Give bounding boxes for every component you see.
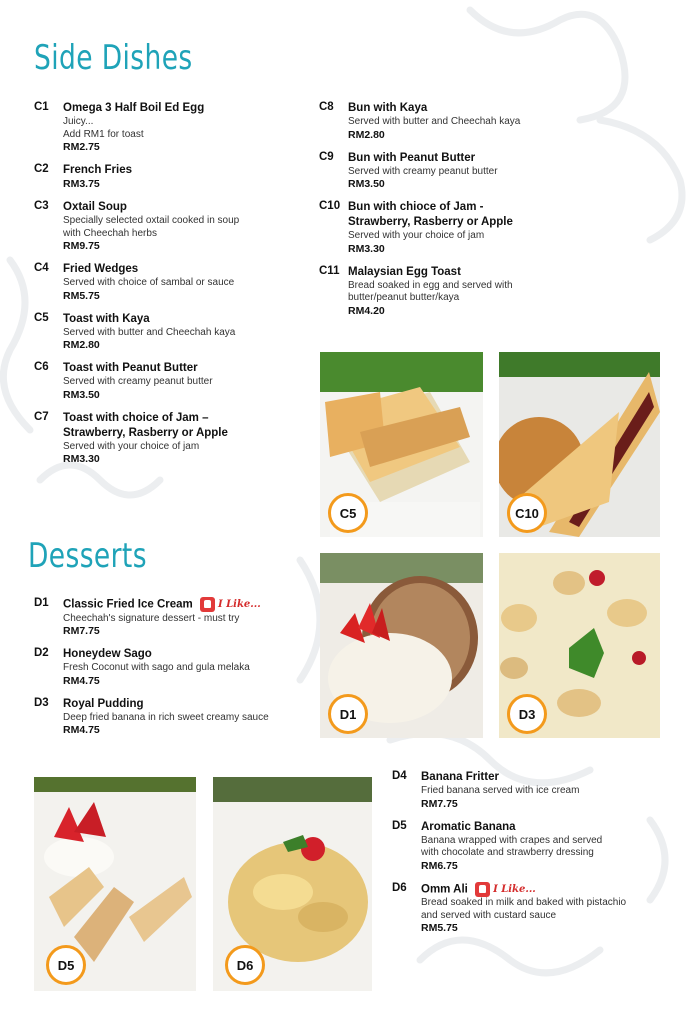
item-desc: and served with custard sauce [421, 909, 557, 921]
i-like-text: I Like... [217, 599, 261, 610]
photo-d1-fried-ice-cream [320, 553, 483, 738]
item-name: Royal Pudding [63, 697, 144, 710]
desserts-heading: Desserts [28, 536, 147, 576]
i-like-badge [475, 882, 536, 897]
item-price: RM3.50 [348, 178, 385, 190]
item-desc: Add RM1 for toast [63, 128, 144, 140]
item-price: RM3.50 [63, 388, 100, 401]
item-code: D2 [34, 647, 49, 660]
item-desc: with Cheechah herbs [63, 227, 157, 239]
item-code: C11 [319, 264, 340, 277]
menu-item-c4 [34, 262, 304, 303]
item-code: D5 [392, 819, 407, 832]
menu-item-c6 [34, 361, 304, 402]
item-price: RM7.75 [63, 625, 100, 638]
item-desc: Served with butter and Cheechah kaya [63, 326, 236, 338]
item-name: Oxtail Soup [63, 201, 127, 213]
item-code: C1 [34, 101, 49, 113]
photo-code-badge: D1 [328, 694, 368, 734]
item-name: Toast with choice of Jam – [63, 411, 209, 424]
item-price: RM4.75 [63, 724, 100, 737]
desserts-right-list [392, 770, 692, 944]
item-name: Toast with Peanut Butter [63, 362, 198, 374]
item-code: D1 [34, 597, 49, 609]
menu-item-c11 [319, 265, 609, 318]
menu-item-d1 [34, 597, 324, 638]
item-desc: Fresh Coconut with sago and gula melaka [63, 662, 250, 674]
side-dishes-right-list [319, 101, 609, 327]
item-name: Banana Fritter [421, 771, 499, 783]
menu-item-d3 [34, 697, 324, 738]
menu-item-d4 [392, 770, 692, 811]
i-like-text: I Like... [493, 883, 536, 895]
side-dishes-heading: Side Dishes [34, 38, 193, 78]
item-name: French Fries [63, 164, 133, 176]
photo-c5-toast-kaya [320, 352, 483, 537]
item-name: Malaysian Egg Toast [348, 265, 461, 278]
item-price: RM2.80 [348, 128, 385, 141]
photo-c10-bun-jam [499, 352, 660, 537]
item-name: Strawberry, Rasberry or Apple [348, 216, 513, 228]
item-price: RM3.75 [63, 178, 100, 190]
menu-item-d2 [34, 647, 324, 688]
item-name: Strawberry, Rasberry or Apple [63, 426, 228, 439]
item-name: Honeydew Sago [63, 648, 152, 661]
item-desc: Deep fried banana in rich sweet creamy sauce [63, 711, 269, 723]
photo-code-badge: C5 [328, 493, 368, 533]
photo-code-badge: D5 [46, 945, 86, 985]
item-name: Aromatic Banana [421, 820, 516, 833]
item-name: Bun with chioce of Jam - [348, 201, 484, 213]
item-price: RM6.75 [421, 859, 458, 872]
item-name: Toast with Kaya [63, 312, 150, 325]
item-price: RM7.75 [421, 797, 458, 810]
item-code: C2 [34, 163, 49, 175]
item-price: RM5.75 [421, 922, 458, 935]
item-code: C5 [34, 311, 49, 324]
item-desc: Served with choice of sambal or sauce [63, 277, 235, 288]
item-price: RM5.75 [63, 289, 100, 302]
item-code: D6 [392, 881, 407, 894]
item-name: Omega 3 Half Boil Ed Egg [63, 102, 205, 114]
item-name-row [63, 597, 324, 613]
item-name: Bun with Kaya [348, 102, 428, 114]
item-desc: with chocolate and strawberry dressing [421, 847, 594, 858]
item-price: RM2.80 [63, 339, 100, 351]
menu-item-c1 [34, 101, 304, 154]
item-desc: Fried banana served with ice cream [421, 785, 580, 796]
photo-code-badge: D6 [225, 945, 265, 985]
item-desc: Juicy... [63, 116, 94, 127]
item-desc: Bread soaked in egg and served with [348, 279, 513, 291]
item-name-row [421, 882, 692, 898]
item-price: RM3.30 [348, 242, 385, 255]
item-desc: Bread soaked in milk and baked with pistachio [421, 897, 627, 909]
item-desc: Served with your choice of jam [63, 440, 200, 452]
item-code: D4 [392, 770, 407, 782]
item-code: C10 [319, 200, 341, 212]
i-like-badge [200, 597, 261, 612]
thumbs-up-icon [475, 882, 490, 897]
item-price: RM9.75 [63, 240, 100, 252]
item-code: C8 [319, 101, 334, 113]
item-code: C7 [34, 410, 49, 423]
item-name: Bun with Peanut Butter [348, 151, 476, 164]
menu-item-c10 [319, 200, 609, 256]
item-code: C6 [34, 361, 49, 373]
menu-item-d5 [392, 820, 692, 873]
item-desc: Served with butter and Cheechah kaya [348, 116, 521, 127]
menu-item-c2 [34, 163, 304, 191]
item-code: C3 [34, 200, 49, 212]
menu-item-c8 [319, 101, 609, 142]
photo-code-badge: D3 [507, 694, 547, 734]
item-desc: Specially selected oxtail cooked in soup [63, 215, 240, 226]
desserts-left-list [34, 597, 324, 746]
photo-d6-omm-ali [213, 777, 372, 991]
item-desc: butter/peanut butter/kaya [348, 292, 460, 303]
item-code: D3 [34, 696, 49, 709]
menu-item-c7 [34, 411, 304, 467]
item-price: RM3.30 [63, 453, 100, 465]
side-dishes-left-list [34, 101, 304, 475]
item-price: RM4.20 [348, 304, 385, 317]
item-price: RM4.75 [63, 674, 100, 687]
menu-item-d6 [392, 882, 692, 936]
item-name: Classic Fried Ice Cream [63, 598, 193, 611]
item-desc: Banana wrapped with crapes and served [421, 834, 603, 846]
item-desc: Served with your choice of jam [348, 230, 485, 241]
thumbs-up-icon [200, 597, 215, 612]
photo-d5-aromatic-banana [34, 777, 196, 991]
item-price: RM2.75 [63, 141, 100, 153]
item-desc: Cheechah's signature dessert - must try [63, 612, 240, 624]
item-name: Fried Wedges [63, 263, 139, 275]
photo-code-badge: C10 [507, 493, 547, 533]
menu-item-c3 [34, 200, 304, 253]
item-code: C4 [34, 262, 49, 274]
item-desc: Served with creamy peanut butter [348, 165, 498, 177]
menu-item-c9 [319, 151, 609, 192]
item-name: Omm Ali [421, 883, 468, 896]
item-code: C9 [319, 150, 334, 163]
photo-d3-royal-pudding [499, 553, 660, 738]
menu-item-c5 [34, 312, 304, 353]
item-desc: Served with creamy peanut butter [63, 376, 213, 387]
